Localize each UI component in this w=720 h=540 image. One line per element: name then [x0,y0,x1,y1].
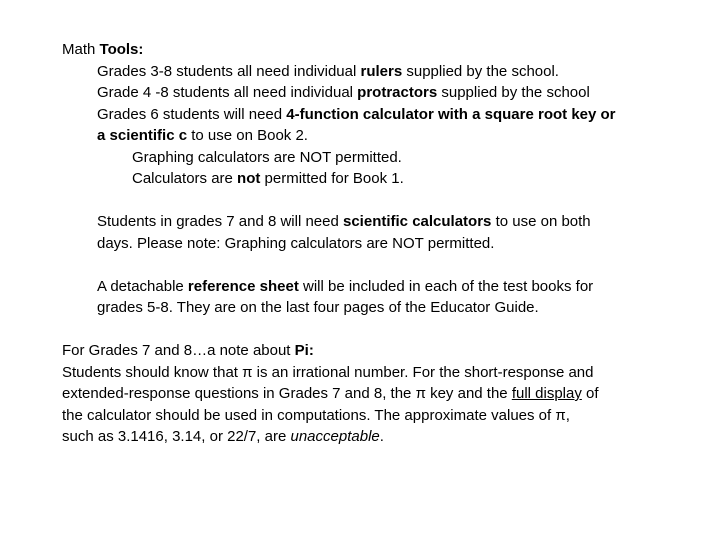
rulers-line [62,61,662,83]
pi-line-4 [62,426,662,448]
spacer [62,254,662,276]
pi-heading [62,340,662,362]
protractors-bold: protractors [357,84,438,101]
scientific-bold: a scientific c [97,127,188,144]
reference-sheet-bold: reference sheet [187,277,299,295]
text: to use on Book 2. [187,127,308,144]
scientific-line [62,211,662,233]
calculator-line [62,104,662,126]
scientific-calculators-bold: scientific calculators [343,213,492,230]
not-bold: not [237,170,261,187]
pi-line-3: the calculator should be used in computations. The approximate values of π, [62,406,570,424]
text: Calculators are [132,170,238,187]
rulers-bold: rulers [360,62,403,80]
reference-line-cont: grades 5-8. They are on the last four pages of the Educator Guide. [97,299,539,316]
text: supplied by the school [437,84,590,101]
pi-bold: Pi: [294,342,314,359]
text: supplied by the school. [402,62,559,80]
spacer [62,190,662,212]
scientific-line-cont: days. Please note: Graphing calculators are NOT permitted. [97,234,495,252]
text: Grades 3-8 students all need individual [97,62,361,80]
heading-text: Math [62,41,100,58]
spacer [62,319,662,341]
protractors-line [62,82,662,104]
text: . [379,428,384,445]
document-body [62,39,662,448]
math-tools-heading [62,39,662,61]
text: For Grades 7 and 8…a note about [62,342,295,359]
pi-line-2 [62,383,662,405]
unacceptable-italic: unacceptable [290,428,380,445]
text: A detachable [97,277,188,295]
text: extended-response questions in Grades 7 and 8, the π key and the [62,385,512,402]
full-display-underlined: full display [511,385,582,402]
text: Grade 4 -8 students all need individual [97,84,358,101]
text: such as 3.1416, 3.14, or 22/7, are [62,428,291,445]
calculator-bold: 4-function calculator with a square root key or [286,105,616,123]
text: of [581,385,599,402]
calculator-line-cont [62,125,662,147]
text: will be included in each of the test books for [298,277,594,295]
text: permitted for Book 1. [260,170,404,187]
graphing-note: Graphing calculators are NOT permitted. [132,148,402,166]
pi-line-1: Students should know that π is an irrational number. For the short-response and [62,363,594,381]
book1-note [62,168,662,190]
text: to use on both [491,213,591,230]
heading-bold-text: Tools: [99,41,144,58]
text: Students in grades 7 and 8 will need [97,213,343,230]
reference-line [62,276,662,298]
text: Grades 6 students will need [97,105,287,123]
